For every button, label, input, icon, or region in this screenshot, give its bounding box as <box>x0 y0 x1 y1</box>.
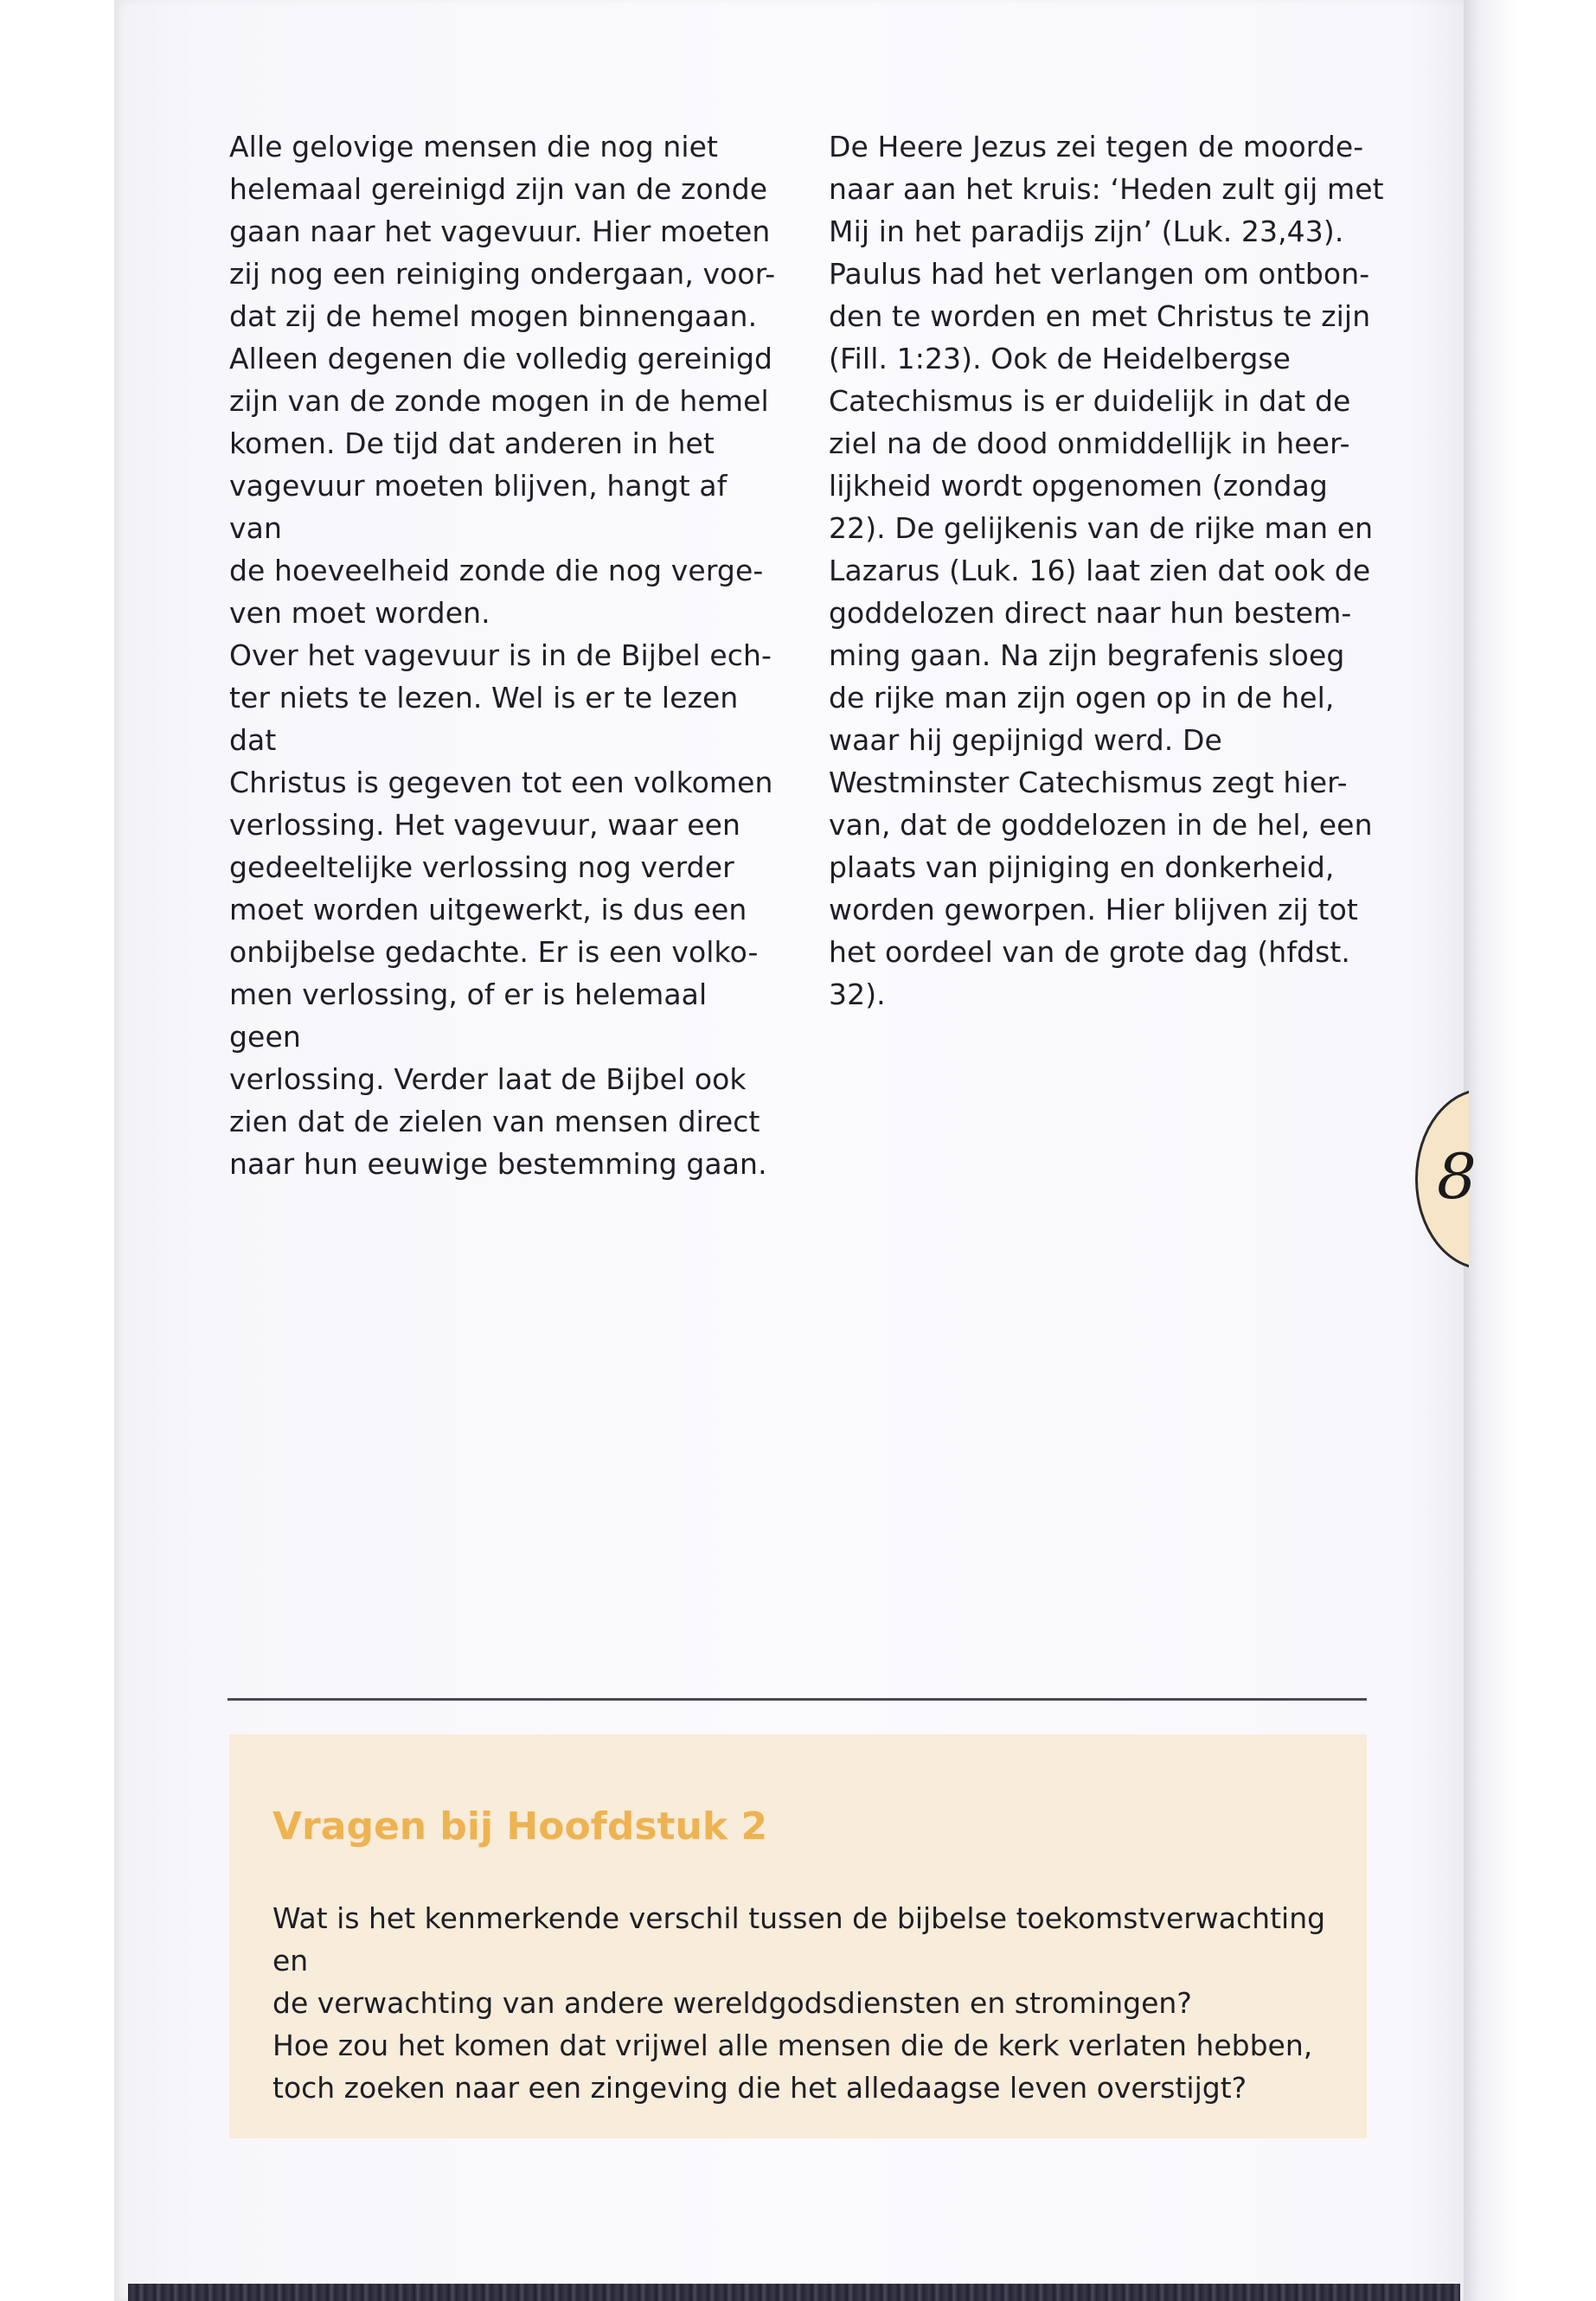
section-divider <box>228 1698 1367 1701</box>
right-scan-margin <box>1464 0 1596 2301</box>
chapter-tab-number: 8 <box>1437 1140 1477 1213</box>
left-scan-margin <box>0 0 114 2301</box>
paragraph: Over het vagevuur is in de Bijbel ech- ter niets te lezen. Wel is er te lezen dat Christus is gegeven tot een volkomen verlossing. Het vagevuur, waar een gedeeltelijke verlossing nog verder moet worden uitgewerkt, is dus een onbijbelse gedachte. Er is een volko- men verlossing, of er is helemaal geen verlossing. Verder laat de Bijbel ook zien dat de zielen van mensen direct naar hun eeuwige bestemming gaan. <box>229 638 773 1181</box>
questions-box <box>229 1734 1367 2138</box>
right-text-column <box>829 125 1400 1016</box>
paragraph: Alle gelovige mensen die nog niet helemaal gereinigd zijn van de zonde gaan naar het vagevuur. Hier moeten zij nog een reiniging ondergaan, voor- dat zij de hemel mogen binnengaan. Alleen degenen die volledig gereinigd zijn van de zonde mogen in de hemel komen. De tijd dat anderen in het vagevuur moeten blijven, hangt af van de hoeveelheid zonde die nog verge- ven moet worden. <box>229 130 776 630</box>
book-spine-edge <box>128 2284 1460 2301</box>
question-item: Hoe zou het komen dat vrijwel alle mensen die de kerk verlaten hebben, toch zoeken naar een zingeving die het alledaagse leven overstijgt? <box>272 2029 1313 2105</box>
question-item: Wat is het kenmerkende verschil tussen de bijbelse toekomstverwachting en de verwachting van andere wereldgodsdiensten en stromingen? <box>272 1901 1326 2020</box>
questions-title: Vragen bij Hoofdstuk 2 <box>272 1804 768 1849</box>
paragraph: De Heere Jezus zei tegen de moorde- naar aan het kruis: ‘Heden zult gij met Mij in het paradijs zijn’ (Luk. 23,43). Paulus had het verlangen om ontbon- den te worden en met Christus te zijn (Fill. 1:23). Ook de Heidelbergse Catechismus is er duidelijk in dat de ziel na de dood onmiddellijk in heer- lijkheid wordt opgenomen (zondag 22). De gelijkenis van de rijke man en Lazarus (Luk. 16) laat zien dat ook de goddelozen direct naar hun bestem- ming gaan. Na zijn begrafenis sloeg de rijke man zijn ogen op in de hel, waar hij gepijnigd werd. De Westminster Catechismus zegt hier- van, dat de goddelozen in de hel, een plaats van pijniging en donkerheid, worden geworpen. Hier blijven zij tot het oordeel van de grote dag (hfdst. 32). <box>829 130 1384 1011</box>
left-text-column <box>229 125 783 1185</box>
